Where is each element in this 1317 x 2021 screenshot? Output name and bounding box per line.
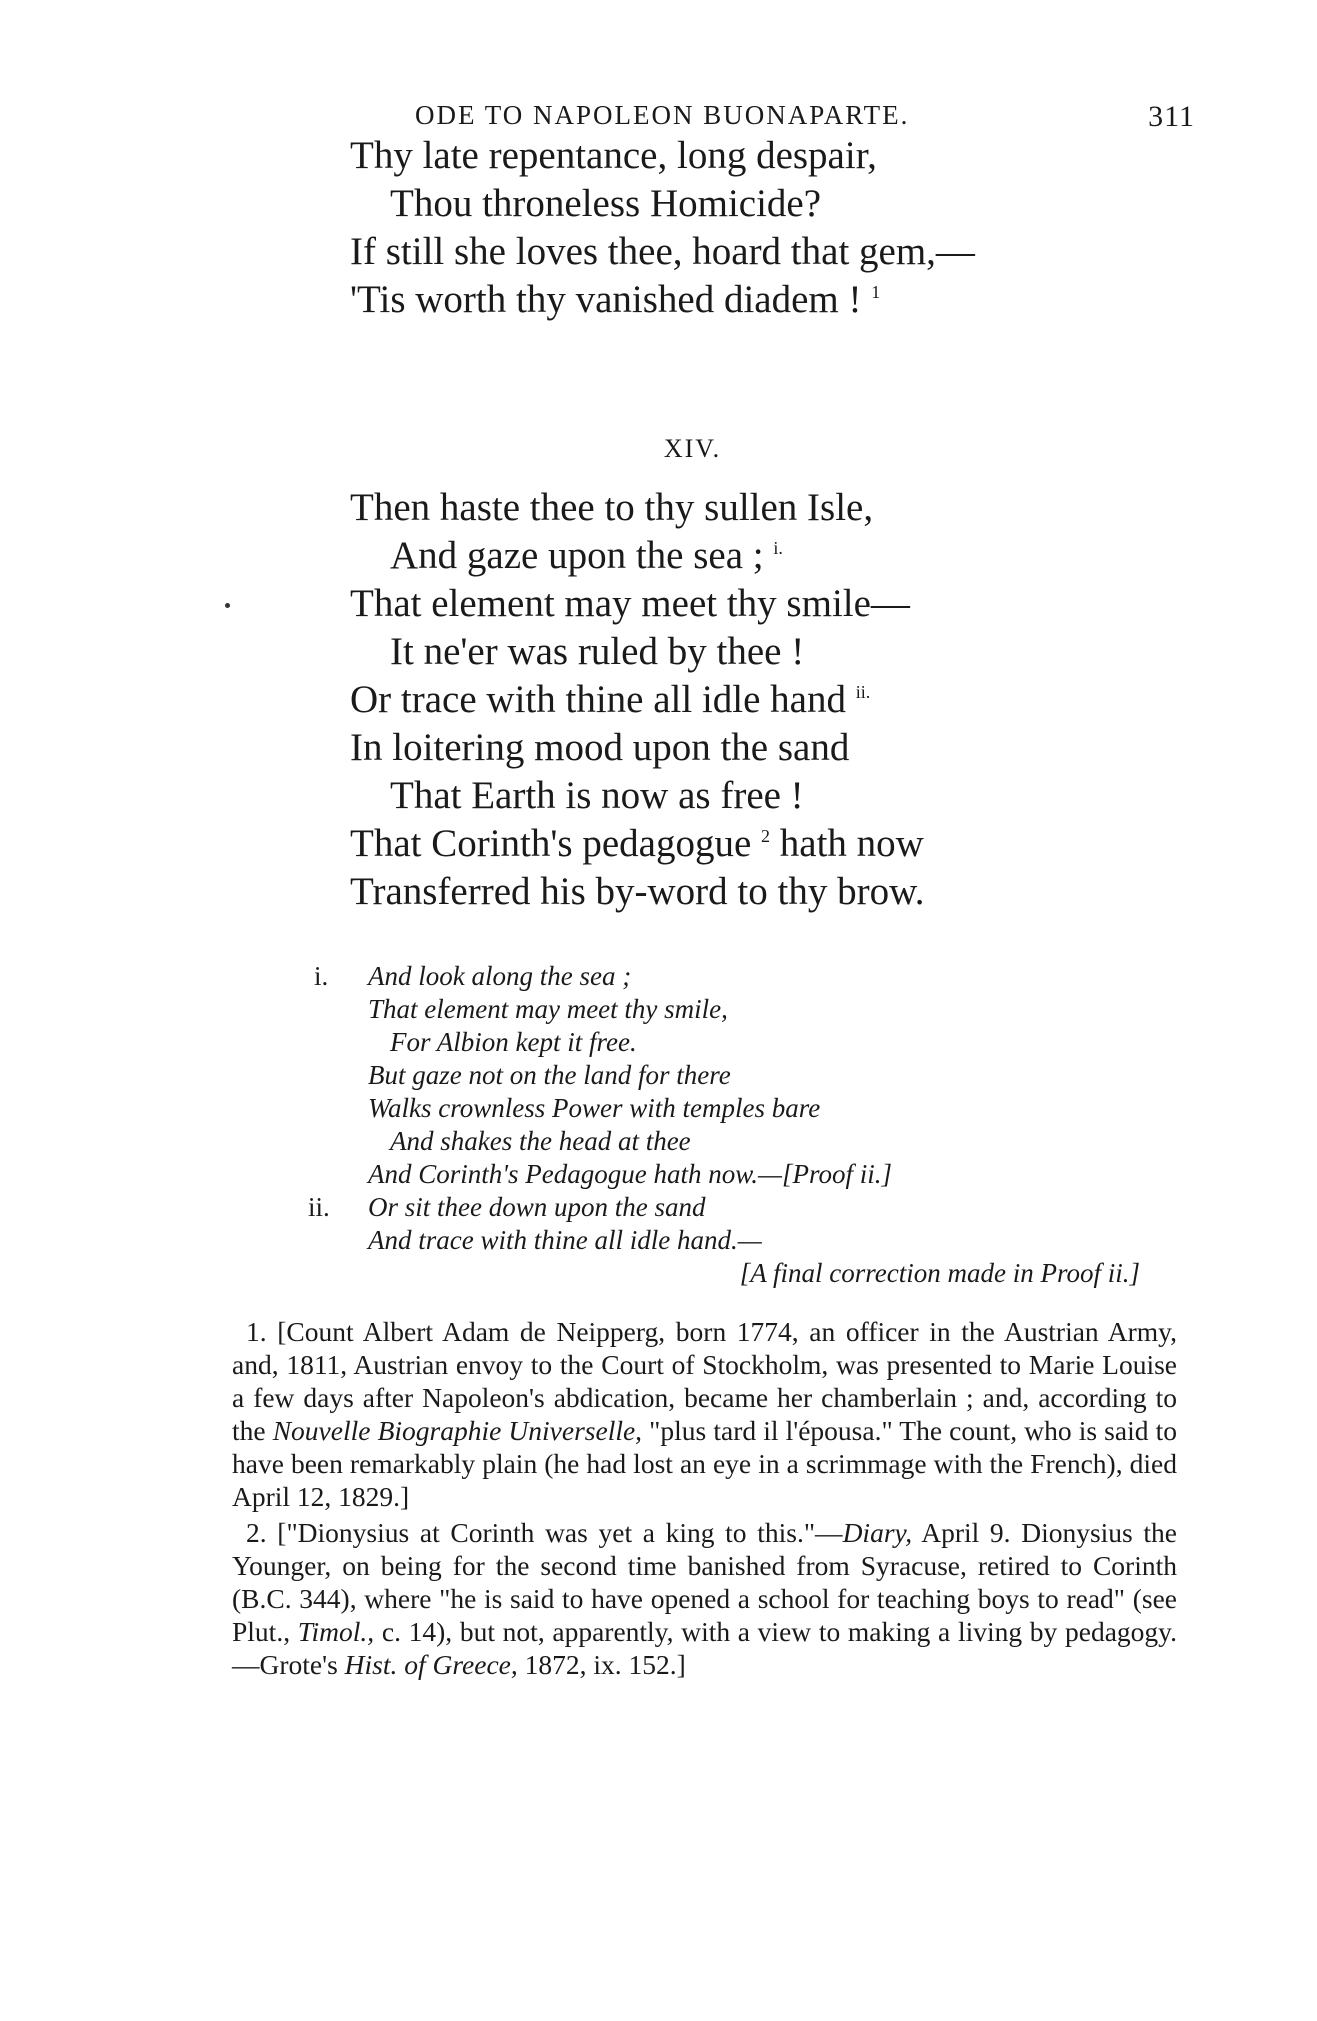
variant-line: And look along the sea ; [368,961,632,991]
variant-line: And shakes the head at thee [390,1126,691,1156]
variant-line: And trace with thine all idle hand.— [368,1225,762,1255]
variant-line: That element may meet thy smile, [368,994,728,1024]
footnote-2: 2. ["Dionysius at Corinth was yet a king to this."—Diary, April 9. Dionysius the Younger, on being for the second time banished from Syracuse, retired to Corinth (B.C. 344), where "he is said to have opened a school for teaching boys to read" (see Plut., Timol., c. 14), but not, apparently, with a view to making a living by pedagogy.—Grote's Hist. of Greece, 1872, ix. 152.] [232,1517,1178,1680]
variant-i [314,960,1180,1191]
verse-line: And gaze upon the sea ; $^{i.}$ [390,534,783,577]
page-number: 311 [1148,100,1195,133]
variant-ii [308,1191,1180,1290]
variant-ref: ii. [855,682,871,702]
ink-speck [225,603,230,608]
variant-ref: i. [773,538,783,558]
footnote-ref: 1 [871,282,881,302]
variant-line: Or sit thee down upon the sand [368,1192,706,1222]
variant-readings [308,960,1180,1290]
variant-label: ii. [308,1192,330,1222]
verse-line: In loitering mood upon the sand [350,726,850,769]
footnotes [232,1315,1177,1684]
variant-line: Walks crownless Power with temples bare [368,1093,821,1123]
variant-line: For Albion kept it free. [390,1027,637,1057]
verse-line: Transferred his by-word to thy brow. [350,870,925,913]
variant-note: [A final correction made in Proof ii.] [739,1258,1140,1288]
stanza-xiv [350,484,1150,916]
verse-line: That Corinth's pedagogue $^2$ hath now [350,822,924,865]
verse-line: It ne'er was ruled by thee ! [390,630,805,673]
variant-line: And Corinth's Pedagogue hath now.—[Proof ii.] [368,1159,893,1189]
variant-line: But gaze not on the land for there [368,1060,731,1090]
verse-line: Thy late repentance, long despair, [350,134,877,177]
verse-line: Or trace with thine all idle hand $^{ii.}$ [350,678,871,721]
variant-label: i. [314,961,329,991]
running-title: ODE TO NAPOLEON BUONAPARTE. [415,100,910,130]
stanza-number: XIV. [663,434,722,463]
verse-line: That Earth is now as free ! [390,774,804,817]
verse-line: Thou throneless Homicide? [390,182,822,225]
verse-line: If still she loves thee, hoard that gem,— [350,230,975,273]
verse-block-top [350,132,1150,324]
verse-line: Then haste thee to thy sullen Isle, [350,486,874,529]
footnote-1: 1. [Count Albert Adam de Neipperg, born 1774, an officer in the Austrian Army, and, 1811, Austrian envoy to the Court of Stockholm, was presented to Marie Louise a few days after Napoleon's abdication, became her chamberlain ; and, according to the Nouvelle Biographie Universelle, "plus tard il l'épousa." The count, who is said to have been remarkably plain (he had lost an eye in a scrimmage with the French), died April 12, 1829.] [232,1316,1178,1512]
verse-line: That element may meet thy smile— [350,582,910,625]
footnote-ref: 2 [761,826,771,846]
verse-line: 'Tis worth thy vanished diadem ! $^1$ [350,278,881,321]
